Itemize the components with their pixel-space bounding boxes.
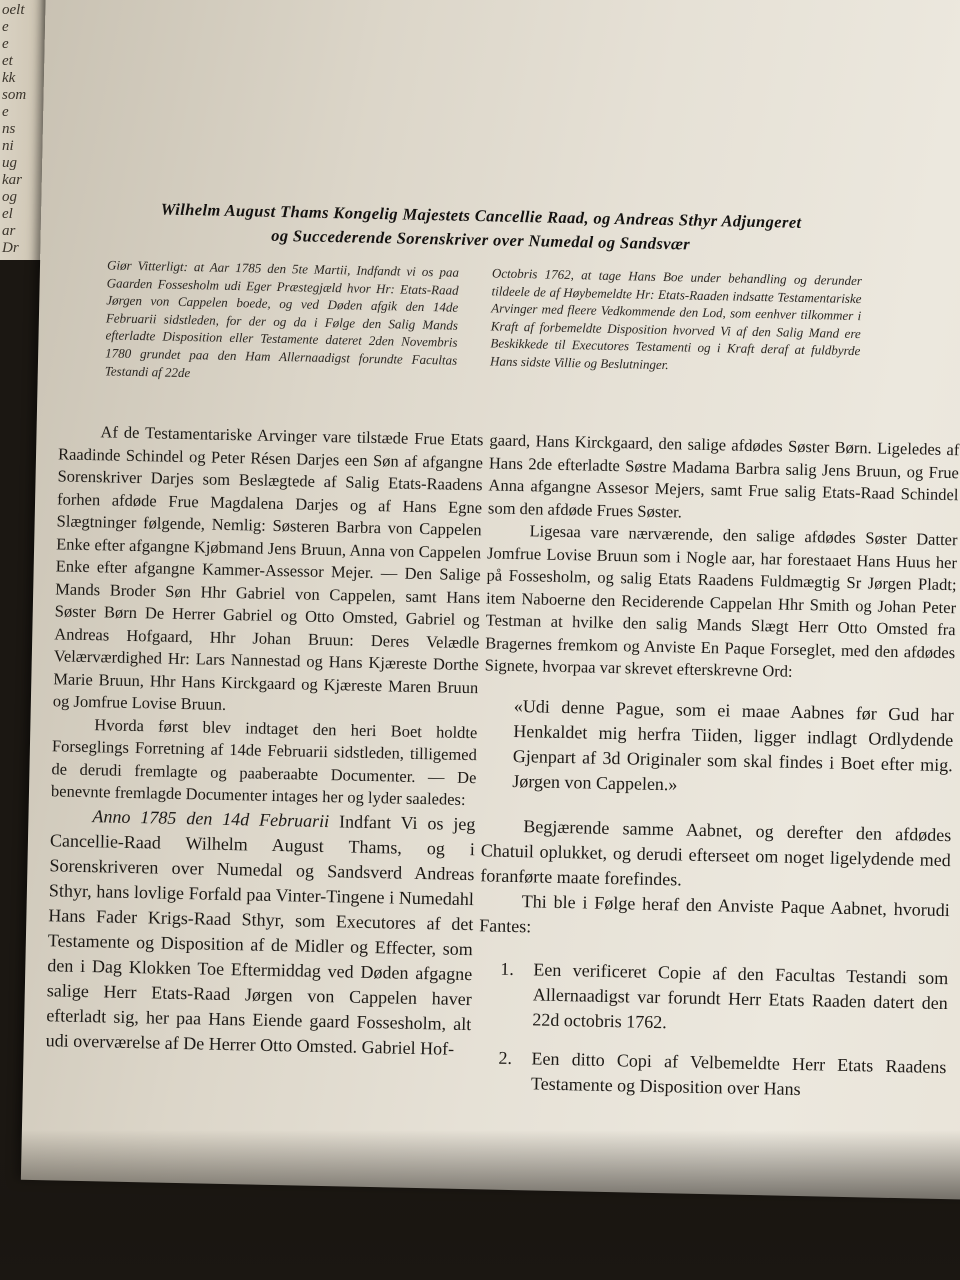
adjacent-page-fragment: og (2, 189, 17, 205)
anno-date: Anno 1785 den 14d Februarii (92, 805, 330, 831)
body-left-column (46, 420, 484, 1061)
paragraph-heirs: Af de Testamentariske Arvinger vare tilstæde Frue Etats Raadinde Schindel og Peter Résen Darjes een Søn af afgangne Sorenskriver Darjes som Beslægtede af Salig Etats-Raadens forhen afdøde Frue Magdalena Darjes og af Hans Egne Slægtninger følgende, Nemlig: Søsteren Barbra von Cappelen Enke efter afgangne Kjøbmand Jens Bruun, Anna von Cappelen Enke efter afgangne Kammer-Assessor Mejer. — Den Salige Mands Broder Søn Hhr Gabriel von Cappelen, samt Hans Søster Børn De Herrer Gabriel og Otto Omsted, Gabriel og Andreas Hofgaard, Hhr Johan Bruun: Deres Velædle Velærværdighed Hr: Lars Nannestad og Hans Kjæreste Dorthe Marie Bruun, Hhr Hans Kirckgaard og Kjæreste Maren Bruun og Jomfrue Lovise Bruun. (52, 422, 484, 714)
title-line-2: og Succederende Sorenskriver over Numedal og Sandsvær (270, 225, 691, 254)
intro-left-column: Giør Vitterligt: at Aar 1785 den 5te Martii, Indfandt vi os paa Gaarden Fossesholm udi Eger Præstegjæld hvor Hr: Etats-Raad Jørgen von Cappelen boede, og ved Døden afgik den 14de Februarii sidstleden, for der og da i Følge den Salig Mands efterladte Disposition eller Testamente dateret 2den Novembris 1780 grundet paa den Ham Allernaadigst forundte Facultas Testandi af 22de (104, 257, 460, 380)
paragraph-anno (46, 803, 476, 1062)
document-title (100, 196, 861, 260)
list-item (477, 956, 948, 1041)
adjacent-page-fragment: oelt (2, 2, 25, 18)
adjacent-page-fragment: e (2, 36, 9, 52)
paragraph-continuation: gaard, Hans Kirckgaard, den salige afdødes Søster Børn. Ligeledes af Hans 2de efterladte Søstre Madama Barbra salig Jens Bruun, og Frue Anna afgangne Assesor Mejers, samt Frue salig Etats-Raad Schindel som den afdøde Frues Søster. (487, 430, 960, 521)
list-item-text: Een ditto Copi af Velbemeldte Herr Etats Raadens Testamente og Disposition over Hans (530, 1047, 947, 1099)
adjacent-page-fragment: ni (2, 138, 14, 154)
adjacent-page-fragment: el (2, 206, 13, 222)
paragraph-contents: Thi ble i Følge heraf den Anviste Paque Aabnet, hvorudi Fantes: (479, 890, 950, 936)
adjacent-page-fragment: ar (2, 223, 16, 239)
adjacent-page-fragment: e (2, 19, 9, 35)
adjacent-page-fragment: et (2, 53, 13, 69)
anno-text: Indfant Vi os jeg Cancellie-Raad Wilhelm August Thams, og i Sorenskriveren over Numedal og Sandsverd Andreas Sthyr, hans lovlige Forfald paa Vinter-Tingene i Numedahl Hans Fader Krigs-Raad Sthyr, som Executores af det Testamente og Disposition af de Midler og Effecter, som den i Dag Klokken Toe Eftermiddag ved Døden afgagne salige Herr Etats-Raad Jørgen von Cappelen haver efterladt sig, her paa Hans Eiende gaard Fossesholm, alt udi overværelse af De Herrer Otto Omsted. Gabriel Hof- (45, 810, 476, 1059)
adjacent-page-fragment: e (2, 104, 9, 120)
list-item-text: Een verificeret Copie af den Facultas Testandi som Allernaadigst var forundt Herr Etats Raaden datert den 22d octobris 1762. (532, 958, 949, 1032)
paragraph-sealing: Hvorda først blev indtaget den heri Boet holdte Forseglings Forretning af 14de Februarii sidstleden, tilligemed de derudi fremlagte og paaberaabte Documenter. — De benevnte fremlagde Documenter intages her og lyder saaledes: (50, 714, 478, 809)
adjacent-page-fragment: ug (2, 155, 17, 171)
list-item (476, 1045, 947, 1105)
title-line-1: Wilhelm August Thams Kongelig Majestets Cancellie Raad, og Andreas Sthyr Adjungeret (160, 199, 802, 232)
paragraph-present: Ligesaa vare nærværende, den salige afdødes Søster Datter Jomfrue Lovise Bruun som i Nogle aar, har forestaaet Hans Huus her på Fossesholm, og salig Etats Raadens Fuldmægtig Sr Jørgen Pladt; item Naboerne den Reciderende Cappelan Hhr Smith og Johan Peter Testman at hvilke den salig Mands Slægt Herr Otto Omsted fra Bragernes fremkom og Anviste En Paque Forseglet, med den afdødes Signete, hvorpaa var skrevet efterskrevne Ord: (484, 521, 958, 681)
document-list (476, 956, 949, 1105)
adjacent-page-fragment: som (2, 87, 27, 103)
intro-right-column: Octobris 1762, at tage Hans Boe under behandling og derunder tildeele de af Høybemeldte Hr: Etats-Raaden indsatte Testamentariske Arvinger med fleere Vedkommende den Lod, som eenhver tilkommer i Kraft af forbemeldte Disposition hvorved Vi af den Salig Mand ere Beskikkede til Executores Testamenti og i Kraft deraf at fuldbyrde Hans sidste Villie og Beslutninger. (489, 265, 863, 373)
adjacent-page-fragment: kar (2, 172, 22, 188)
document-page (21, 0, 960, 1200)
paragraph-opening: Begjærende samme Aabnet, og derefter den afdødes Chatuil oplukket, og derudi efterseet om noget ligelydende med foranførte maate forefindes. (480, 815, 952, 890)
quoted-inscription: «Udi denne Pague, som ei maae Aabnes før Gud har Henkaldet mig herfra Tiiden, ligger indlagt Ordlydende Gjenpart af 3d Originaler som skal findes i Boet efter mig. Jørgen von Cappelen.» (512, 695, 955, 794)
adjacent-page-fragment: kk (2, 70, 16, 86)
list-item-number: 2. (498, 1047, 513, 1068)
list-item-number: 1. (500, 958, 515, 979)
adjacent-page-fragment: Dr (2, 240, 19, 256)
adjacent-page-fragment: ns (2, 121, 16, 137)
body-right-column (475, 429, 959, 1118)
page-shadow (0, 1130, 960, 1280)
